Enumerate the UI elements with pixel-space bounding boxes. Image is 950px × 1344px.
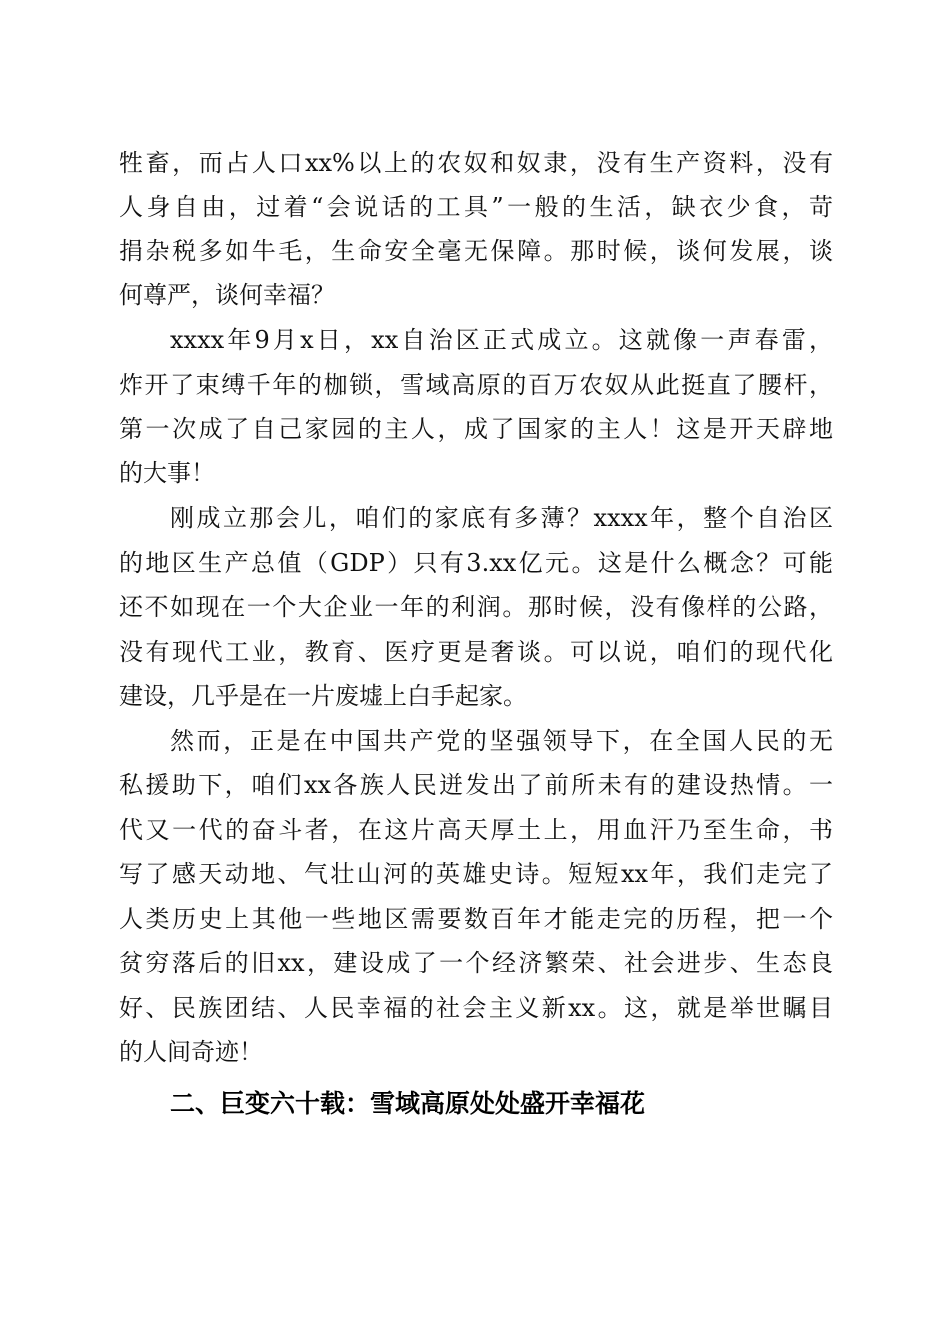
paragraph-3-line-2: 的地区生产总值（GDP）只有3.xx亿元。这是什么概念？可能 [119,549,833,577]
paragraph-4-line-5: 人类历史上其他一些地区需要数百年才能走完的历程，把一个 [119,905,833,933]
paragraph-4-line-8: 的人间奇迹！ [119,1038,263,1066]
paragraph-1-line-1: 牲畜，而占人口xx%以上的农奴和奴隶，没有生产资料，没有 [119,149,833,177]
paragraph-2-line-3: 第一次成了自己家园的主人，成了国家的主人！这是开天辟地 [119,415,833,443]
paragraph-1-line-3: 捐杂税多如牛毛，生命安全毫无保障。那时候，谈何发展，谈 [119,237,833,265]
paragraph-4-line-4: 写了感天动地、气壮山河的英雄史诗。短短xx年，我们走完了 [119,860,833,888]
paragraph-2-line-1: xxxx年9月x日，xx自治区正式成立。这就像一声春雷， [170,326,833,354]
paragraph-2-line-4: 的大事！ [119,459,215,487]
paragraph-3-line-5: 建设，几乎是在一片废墟上白手起家。 [119,682,527,710]
paragraph-4-line-6: 贫穷落后的旧xx，建设成了一个经济繁荣、社会进步、生态良 [119,949,833,977]
paragraph-4-line-3: 代又一代的奋斗者，在这片高天厚土上，用血汗乃至生命，书 [119,816,833,844]
paragraph-1-line-2: 人身自由，过着“会说话的工具”一般的生活，缺衣少食，苛 [119,193,833,221]
paragraph-4-line-1: 然而，正是在中国共产党的坚强领导下，在全国人民的无 [170,727,833,755]
paragraph-4-line-7: 好、民族团结、人民幸福的社会主义新xx。这，就是举世瞩目 [119,994,833,1022]
section-heading: 二、巨变六十载：雪域高原处处盛开幸福花 [170,1089,646,1118]
paragraph-1-line-4: 何尊严，谈何幸福？ [119,281,335,309]
paragraph-3-line-4: 没有现代工业，教育、医疗更是奢谈。可以说，咱们的现代化 [119,638,833,666]
paragraph-2-line-2: 炸开了束缚千年的枷锁，雪域高原的百万农奴从此挺直了腰杆， [119,371,833,399]
paragraph-4-line-2: 私援助下，咱们xx各族人民迸发出了前所未有的建设热情。一 [119,771,833,799]
paragraph-3-line-3: 还不如现在一个大企业一年的利润。那时候，没有像样的公路， [119,593,833,621]
paragraph-3-line-1: 刚成立那会儿，咱们的家底有多薄？xxxx年，整个自治区 [170,504,833,532]
